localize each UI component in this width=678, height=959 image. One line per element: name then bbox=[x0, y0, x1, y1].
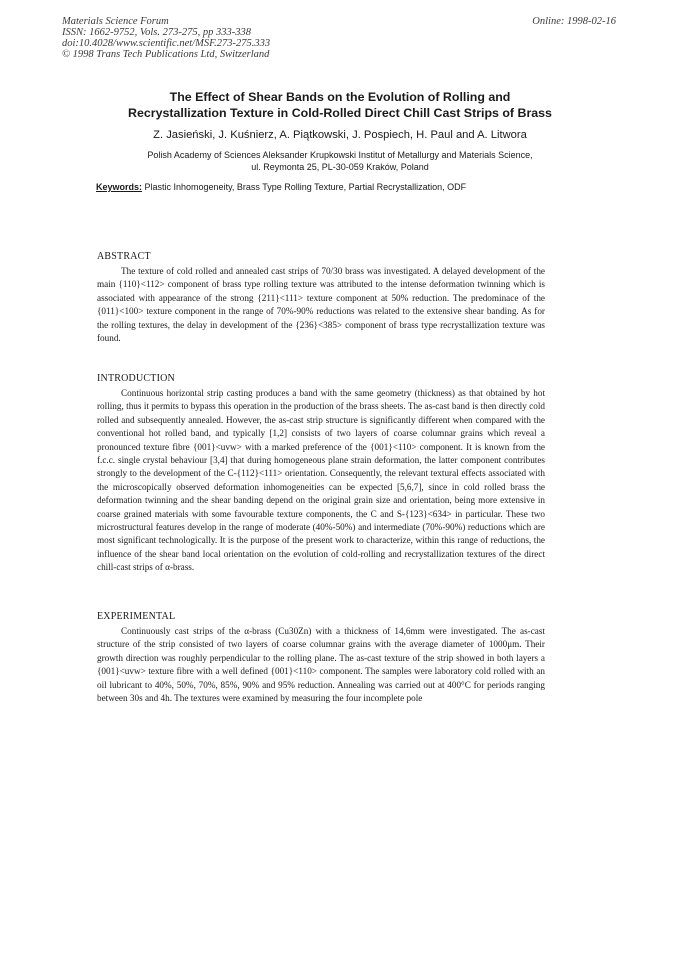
keywords-label: Keywords: bbox=[96, 182, 143, 192]
keywords bbox=[96, 181, 596, 193]
experimental-section bbox=[97, 610, 545, 705]
affiliation-line-2: ul. Reymonta 25, PL-30-059 Kraków, Poland bbox=[251, 162, 429, 172]
abstract-section bbox=[97, 250, 545, 345]
title-line-2: Recrystallization Texture in Cold-Rolled Direct Chill Cast Strips of Brass bbox=[128, 106, 552, 120]
online-date: Online: 1998-02-16 bbox=[532, 16, 616, 27]
experimental-heading: EXPERIMENTAL bbox=[97, 611, 176, 622]
affiliation-line-1: Polish Academy of Sciences Aleksander Krupkowski Institut of Metallurgy and Materials Science, bbox=[147, 150, 533, 160]
copyright-info: © 1998 Trans Tech Publications Ltd, Switzerland bbox=[62, 49, 270, 60]
title-line-1: The Effect of Shear Bands on the Evolution of Rolling and bbox=[169, 90, 511, 104]
paper-title bbox=[60, 89, 620, 121]
experimental-text: Continuously cast strips of the α-brass (Cu30Zn) with a thickness of 14,6mm were investigated. The as-cast structure of the strip consisted of two layers of coarse columnar grains with the average diameter of 1000μm. Their growth direction was roughly perpendicular to the rolling plane. The as-cast texture of the strip showed in both layers a {001}<uvw> texture fibre with a well defined {001}<110> component. The samples were laboratory cold rolled with an oil lubricant to 40%, 50%, 70%, 85%, 90% and 95% reduction. Annealing was carried out at 400°C for periods ranging between 30s and 4h. The textures were examined by measuring the four incomplete pole bbox=[97, 626, 545, 704]
journal-name: Materials Science Forum bbox=[62, 16, 169, 27]
introduction-text: Continuous horizontal strip casting produces a band with the same geometry (thickness) as that obtained by hot rolling, thus it permits to bypass this operation in the production of the brass sheets. The as-cast band is then directly cold rolled and subsequently annealed. However, the as-cast strip structure is significantly different when compared with the conventional hot rolled band, and typically [1,2] consists of two layers of coarse columnar grains which reveal a pronounced texture fibre {001}<uvw> with a marked preference of the {001}<110> component. It is known from the f.c.c. single crystal behaviour [3,4] that during homogeneous plane strain deformation, the latter component contributes strongly to the development of the C-{112}<111> orientation. Consequently, the relevant textural effects associated with the microscopically observed deformation inhomogeneities can be expected [5,6,7], since in cold rolled brass the deformation twinning and the shear banding depend on the original grain size and orientation, being more extensive in coarse grained materials with some favourable texture components, the C and S-{123}<634> in particular. These two microstructural features develop in the range of moderate (40%-50%) and intermediate (70%-90%) reductions which are most significant technologically. It is the purpose of the present work to characterize, within this range of reductions, the influence of the shear band local orientation on the evolution of cold-rolling and recrystallization textures of the direct chill-cast strips of α-brass. bbox=[97, 388, 545, 573]
introduction-section bbox=[97, 372, 545, 575]
affiliation bbox=[60, 149, 620, 173]
keywords-list: Plastic Inhomogeneity, Brass Type Rolling Texture, Partial Recrystallization, ODF bbox=[142, 182, 467, 192]
introduction-heading: INTRODUCTION bbox=[97, 373, 175, 384]
publication-info bbox=[62, 16, 422, 60]
abstract-heading: ABSTRACT bbox=[97, 251, 151, 262]
doi-info: doi:10.4028/www.scientific.net/MSF.273-275.333 bbox=[62, 38, 271, 49]
abstract-text: The texture of cold rolled and annealed cast strips of 70/30 brass was investigated. A delayed development of the main {110}<112> component of brass type rolling texture was attributed to the intense deformation twinning which is associated with appearance of the strong {211}<111> texture component at 50% reduction. The predominace of the {011}<100> texture component in the range of 70%-90% reductions was related to the extensive shear banding. As for the rolling textures, the delay in development of the {236}<385> component of brass type recrystallization texture was found. bbox=[97, 266, 545, 344]
issn-info: ISSN: 1662-9752, Vols. 273-275, pp 333-338 bbox=[62, 27, 251, 38]
author-list: Z. Jasieński, J. Kuśnierz, A. Piątkowski, J. Pospiech, H. Paul and A. Litwora bbox=[153, 129, 527, 141]
